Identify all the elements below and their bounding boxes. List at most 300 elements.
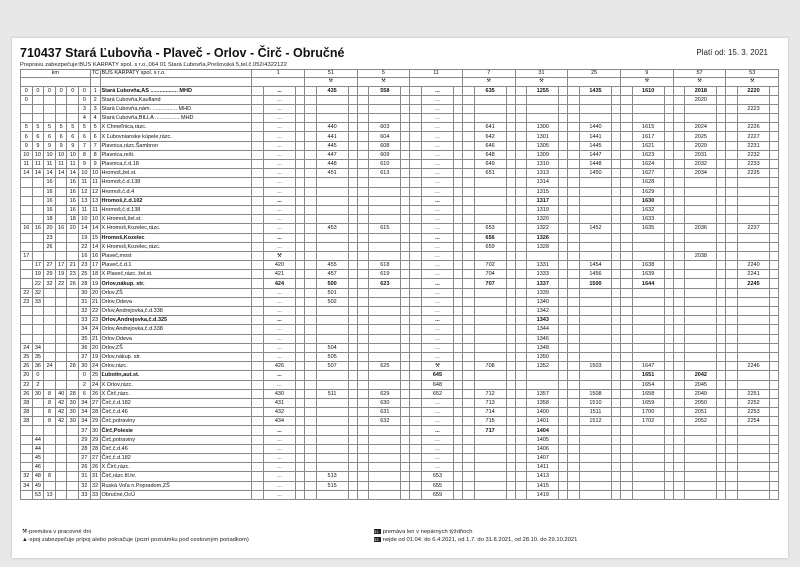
departure-time: 2031 (685, 150, 717, 159)
trip-spacer (515, 104, 527, 113)
trip-spacer (726, 371, 738, 380)
departure-time: 1315 (527, 187, 559, 196)
tc-cell: 28 (92, 409, 99, 416)
departure-time (579, 481, 611, 490)
trip-spacer (454, 132, 463, 141)
trip-spacer (348, 444, 357, 453)
departure-time: 507 (316, 362, 348, 371)
km-cell (32, 215, 44, 224)
departure-time (737, 490, 769, 499)
departure-time: ... (263, 86, 295, 95)
trip-spacer (673, 463, 685, 472)
departure-time (579, 325, 611, 334)
trip-spacer (357, 490, 369, 499)
trip-symbol: ⚒ (621, 78, 674, 87)
trip-spacer (559, 371, 568, 380)
trip-spacer (559, 251, 568, 260)
trip-symbol (410, 78, 463, 87)
trip-spacer (401, 187, 410, 196)
departure-time: 1319 (527, 205, 559, 214)
trip-symbol: ⚒ (357, 78, 410, 87)
trip-spacer (506, 408, 515, 417)
departure-time: ⚒ (263, 251, 295, 260)
trip-spacer (717, 205, 726, 214)
trip-spacer (770, 435, 779, 444)
km-cell: 10 (79, 169, 91, 178)
departure-time (737, 444, 769, 453)
trip-spacer (357, 435, 369, 444)
km-cell (44, 288, 56, 297)
trip-spacer (252, 343, 264, 352)
departure-time: ... (421, 114, 453, 123)
trip-spacer (348, 178, 357, 187)
km-cell (67, 371, 79, 380)
departure-time (527, 251, 559, 260)
trip-spacer (612, 398, 621, 407)
trip-spacer (506, 187, 515, 196)
trip-spacer (506, 95, 515, 104)
trip-spacer (621, 132, 633, 141)
trip-spacer (717, 160, 726, 169)
trip-spacer (296, 490, 305, 499)
trip-spacer (726, 261, 738, 270)
trip-spacer (559, 114, 568, 123)
departure-time: ... (263, 352, 295, 361)
trip-spacer (462, 104, 474, 113)
trip-spacer (664, 224, 673, 233)
trip-spacer (726, 380, 738, 389)
trip-spacer (717, 251, 726, 260)
km-cell (44, 343, 56, 352)
trip-spacer (568, 463, 580, 472)
departure-time: 646 (474, 141, 506, 150)
departure-time (737, 307, 769, 316)
trip-spacer (673, 352, 685, 361)
trip-spacer (515, 123, 527, 132)
trip-spacer (348, 270, 357, 279)
trip-spacer (506, 426, 515, 435)
km-cell (55, 178, 67, 187)
trip-spacer (296, 463, 305, 472)
departure-time (632, 426, 664, 435)
departure-time: 434 (263, 417, 295, 426)
departure-time (474, 288, 506, 297)
departure-time (316, 417, 348, 426)
departure-time (632, 233, 664, 242)
trip-spacer (726, 307, 738, 316)
departure-time: 1623 (632, 150, 664, 159)
trip-spacer (568, 398, 580, 407)
table-row (21, 454, 779, 463)
trip-spacer (515, 325, 527, 334)
trip-spacer (410, 205, 422, 214)
departure-time: 421 (263, 270, 295, 279)
km-cell (67, 426, 79, 435)
trip-spacer (304, 150, 316, 159)
trip-spacer (462, 270, 474, 279)
trip-spacer (726, 352, 738, 361)
km-cell (67, 380, 79, 389)
departure-time: ... (421, 426, 453, 435)
tc-cell: 29 (92, 418, 99, 425)
trip-spacer (454, 307, 463, 316)
trip-spacer (717, 371, 726, 380)
km-cell: 11 (21, 160, 33, 169)
departure-time: 1658 (632, 389, 664, 398)
stop-name: Hromoš,č.d.138 (100, 178, 252, 187)
departure-time: 1651 (632, 371, 664, 380)
departure-time: 715 (474, 417, 506, 426)
trip-spacer (296, 371, 305, 380)
trip-spacer (673, 150, 685, 159)
km-cell (67, 343, 79, 352)
km-cell (67, 481, 79, 490)
table-row (21, 316, 779, 325)
trip-spacer (462, 251, 474, 260)
km-cell (32, 178, 44, 187)
trip-spacer (357, 261, 369, 270)
trip-spacer (357, 362, 369, 371)
trip-spacer (717, 343, 726, 352)
departure-time: 448 (316, 160, 348, 169)
trip-spacer (410, 426, 422, 435)
departure-time: 2232 (737, 150, 769, 159)
departure-time: ... (263, 169, 295, 178)
departure-time (737, 196, 769, 205)
tc-cell: 28 (92, 445, 99, 452)
trip-spacer (296, 307, 305, 316)
departure-time (527, 104, 559, 113)
departure-time: 712 (474, 389, 506, 398)
departure-time: 659 (421, 490, 453, 499)
trip-spacer (770, 371, 779, 380)
departure-time: 2246 (737, 362, 769, 371)
trip-spacer (401, 169, 410, 178)
trip-spacer (568, 132, 580, 141)
km-cell: 4 (79, 114, 91, 123)
km-cell: 34 (79, 325, 91, 334)
departure-time: 2025 (685, 132, 717, 141)
trip-spacer (568, 325, 580, 334)
tc-cell: 1 (90, 86, 100, 95)
tc-cell: 11 (90, 178, 100, 187)
trip-spacer (506, 454, 515, 463)
stop-name: Orlov,nákup. str. (100, 279, 252, 288)
trip-spacer (717, 380, 726, 389)
km-cell: 0 (32, 86, 44, 95)
tc-cell: 16 (92, 252, 99, 259)
trip-spacer (726, 169, 738, 178)
trip-spacer (673, 279, 685, 288)
trip-spacer (568, 472, 580, 481)
trip-spacer (348, 426, 357, 435)
departure-time: 2220 (737, 86, 769, 95)
trip-spacer (673, 362, 685, 371)
trip-spacer (726, 288, 738, 297)
departure-time: ... (263, 160, 295, 169)
departure-time: 2038 (685, 251, 717, 260)
km-cell: 2 (79, 380, 91, 389)
trip-spacer (673, 426, 685, 435)
trip-spacer (673, 242, 685, 251)
trip-spacer (462, 352, 474, 361)
trip-spacer (506, 343, 515, 352)
trip-spacer (506, 325, 515, 334)
departure-time: 2226 (737, 123, 769, 132)
km-cell: 28 (79, 279, 91, 288)
departure-time: 2233 (737, 160, 769, 169)
departure-time: 2254 (737, 417, 769, 426)
trip-spacer (770, 270, 779, 279)
trip-spacer (621, 408, 633, 417)
departure-time (316, 316, 348, 325)
km-cell: 16 (21, 224, 33, 233)
departure-time (632, 472, 664, 481)
departure-time (316, 242, 348, 251)
departure-time: 704 (474, 270, 506, 279)
departure-time (369, 215, 401, 224)
trip-spacer (506, 123, 515, 132)
trip-spacer (410, 398, 422, 407)
departure-time: 613 (369, 169, 401, 178)
trip-spacer (568, 270, 580, 279)
trip-spacer (296, 389, 305, 398)
trip-spacer (304, 270, 316, 279)
trip-spacer (401, 224, 410, 233)
departure-time: 641 (474, 123, 506, 132)
trip-spacer (726, 141, 738, 150)
trip-spacer (621, 160, 633, 169)
trip-spacer (717, 123, 726, 132)
trip-spacer (252, 279, 264, 288)
trip-spacer (296, 398, 305, 407)
trip-spacer (664, 334, 673, 343)
trip-spacer (717, 95, 726, 104)
departure-time (369, 187, 401, 196)
stop-name: Orlov,ZŠ (100, 288, 252, 297)
trip-spacer (296, 408, 305, 417)
departure-time (316, 426, 348, 435)
trip-spacer (296, 187, 305, 196)
trip-spacer (621, 444, 633, 453)
trip-spacer (673, 334, 685, 343)
stop-name: Čirč,č.d.46 (100, 444, 252, 453)
stop-name: Orlov,Odeva (100, 297, 252, 306)
trip-spacer (252, 307, 264, 316)
departure-time: 2042 (685, 371, 717, 380)
departure-time: 1255 (527, 86, 559, 95)
trip-spacer (252, 242, 264, 251)
trip-spacer (515, 251, 527, 260)
trip-spacer (664, 251, 673, 260)
trip-spacer (664, 481, 673, 490)
departure-time: 708 (474, 362, 506, 371)
departure-time (316, 233, 348, 242)
departure-time: ... (421, 352, 453, 361)
trip-spacer (462, 408, 474, 417)
trip-spacer (454, 123, 463, 132)
km-cell: 26 (21, 389, 33, 398)
trip-spacer (252, 205, 264, 214)
trip-spacer (515, 362, 527, 371)
trip-spacer (410, 316, 422, 325)
km-cell (44, 104, 56, 113)
trip-spacer (296, 325, 305, 334)
table-row (21, 270, 779, 279)
tc-cell: 14 (92, 225, 99, 232)
tc-cell: 15 (92, 234, 99, 241)
departure-time (369, 352, 401, 361)
departure-time: 1357 (527, 389, 559, 398)
departure-time (632, 95, 664, 104)
departure-time: 1510 (579, 398, 611, 407)
trip-symbol: ⚒ (726, 78, 779, 87)
trip-spacer (621, 472, 633, 481)
departure-time (737, 316, 769, 325)
km-cell (44, 316, 56, 325)
trip-spacer (252, 334, 264, 343)
km-cell: 21 (67, 261, 79, 270)
departure-time: 2036 (685, 224, 717, 233)
tc-cell: 27 (92, 399, 99, 406)
km-cell: 9 (55, 141, 67, 150)
trip-spacer (770, 150, 779, 159)
trip-spacer (462, 95, 474, 104)
km-cell (44, 435, 56, 444)
trip-spacer (506, 463, 515, 472)
departure-time (579, 187, 611, 196)
trip-spacer (401, 454, 410, 463)
trip-spacer (621, 169, 633, 178)
trip-spacer (770, 279, 779, 288)
departure-time: ... (421, 104, 453, 113)
km-cell: 8 (44, 398, 56, 407)
table-row (21, 160, 779, 169)
km-cell (21, 307, 33, 316)
trip-spacer (664, 132, 673, 141)
trip-spacer (568, 288, 580, 297)
trip-spacer (559, 178, 568, 187)
trip-spacer (410, 454, 422, 463)
km-cell (55, 343, 67, 352)
departure-time (316, 114, 348, 123)
trip-spacer (726, 86, 738, 95)
trip-spacer (770, 104, 779, 113)
trip-spacer (612, 307, 621, 316)
trip-spacer (506, 316, 515, 325)
trip-spacer (726, 444, 738, 453)
km-cell (67, 463, 79, 472)
legend-connection: ▲-spoj zabezpečuje prípoj alebo pokračuje (pozri poznámku pod cestovným poriadkom) (22, 537, 249, 543)
trip-spacer (559, 187, 568, 196)
table-row (21, 325, 779, 334)
trip-spacer (568, 187, 580, 196)
km-cell: 6 (67, 132, 79, 141)
trip-spacer (454, 481, 463, 490)
departure-time: ... (421, 435, 453, 444)
trip-spacer (252, 472, 264, 481)
km-cell (55, 371, 67, 380)
departure-time: 1411 (527, 463, 559, 472)
trip-spacer (664, 463, 673, 472)
trip-spacer (770, 224, 779, 233)
km-cell: 32 (79, 307, 91, 316)
trip-spacer (673, 297, 685, 306)
trip-spacer (621, 325, 633, 334)
trip-spacer (462, 325, 474, 334)
km-cell: 33 (32, 297, 44, 306)
trip-spacer (410, 490, 422, 499)
km-cell: 0 (67, 86, 79, 95)
km-cell: 10 (67, 150, 79, 159)
trip-spacer (454, 233, 463, 242)
trip-spacer (454, 86, 463, 95)
departure-time: 504 (316, 343, 348, 352)
trip-spacer (770, 472, 779, 481)
trip-spacer (296, 454, 305, 463)
trip-spacer (410, 297, 422, 306)
trip-spacer (401, 426, 410, 435)
trip-spacer (621, 114, 633, 123)
trip-spacer (252, 417, 264, 426)
km-cell (32, 196, 44, 205)
departure-time: 440 (316, 123, 348, 132)
trip-spacer (348, 472, 357, 481)
trip-spacer (621, 224, 633, 233)
departure-time (737, 242, 769, 251)
km-cell (55, 307, 67, 316)
departure-time: 1404 (527, 426, 559, 435)
departure-time (685, 279, 717, 288)
departure-time (579, 334, 611, 343)
table-row (21, 123, 779, 132)
departure-time (579, 104, 611, 113)
departure-time (369, 334, 401, 343)
trip-spacer (304, 316, 316, 325)
trip-spacer (252, 141, 264, 150)
departure-time (369, 196, 401, 205)
trip-spacer (726, 233, 738, 242)
trip-spacer (252, 251, 264, 260)
km-cell: 23 (21, 297, 33, 306)
trip-spacer (410, 233, 422, 242)
stop-name: X Orlov,rázc. (100, 380, 252, 389)
departure-time (316, 95, 348, 104)
km-cell: 26 (44, 242, 56, 251)
trip-spacer (612, 114, 621, 123)
trip-spacer (612, 150, 621, 159)
stop-name: Obručné,OcÚ (100, 490, 252, 499)
stop-name: X Ľubovnianske kúpele,rázc. (100, 132, 252, 141)
departure-time: ... (263, 114, 295, 123)
trip-spacer (673, 215, 685, 224)
departure-time: ... (421, 444, 453, 453)
trip-spacer (717, 352, 726, 361)
departure-time (737, 435, 769, 444)
trip-spacer (559, 426, 568, 435)
km-cell (55, 104, 67, 113)
departure-time: 1340 (527, 297, 559, 306)
trip-spacer (410, 435, 422, 444)
departure-time: 1654 (632, 380, 664, 389)
departure-time (474, 104, 506, 113)
departure-time: ... (421, 398, 453, 407)
trip-spacer (515, 270, 527, 279)
departure-time (579, 380, 611, 389)
trip-spacer (296, 316, 305, 325)
trip-spacer (462, 316, 474, 325)
trip-spacer (515, 398, 527, 407)
